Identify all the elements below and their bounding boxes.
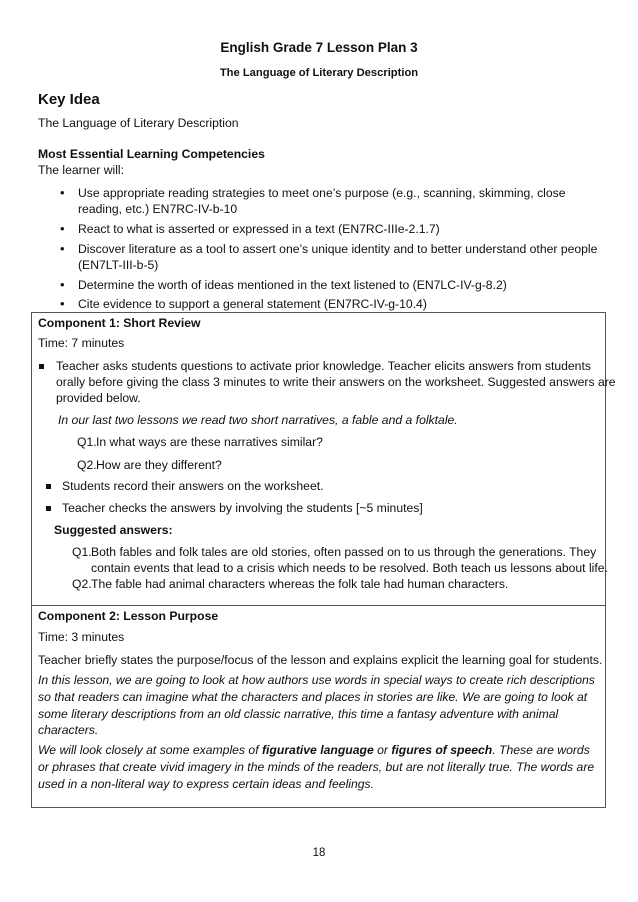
competencies-heading: Most Essential Learning Competencies — [38, 147, 265, 161]
component-1-bullet-1-line-3: provided below. — [56, 391, 141, 405]
square-bullet-icon — [46, 484, 51, 489]
square-bullet-icon — [39, 364, 44, 369]
figurative-language-term: figurative language — [261, 743, 374, 757]
question-2 — [77, 458, 222, 472]
component-1-bullet-2: Students record their answers on the worksheet. — [62, 479, 324, 493]
question-2-text: How are they different? — [96, 458, 222, 472]
component-1-heading: Component 1: Short Review — [38, 316, 201, 330]
component-2-time: Time: 3 minutes — [38, 630, 125, 644]
square-bullet-icon — [46, 506, 51, 511]
component-2-heading: Component 2: Lesson Purpose — [38, 609, 219, 623]
key-idea-text: The Language of Literary Description — [38, 116, 239, 130]
component-1-bullet-3: Teacher checks the answers by involving the students [~5 minutes] — [62, 501, 423, 515]
answer-1-label: Q1. — [72, 545, 92, 559]
page-title: English Grade 7 Lesson Plan 3 — [220, 40, 418, 55]
answer-2-label: Q2. — [72, 577, 92, 591]
page-number: 18 — [312, 847, 326, 859]
paragraph-2-intro: We will look closely at some examples of — [38, 743, 262, 757]
key-idea-heading: Key Idea — [38, 91, 100, 108]
page-subtitle: The Language of Literary Description — [219, 67, 419, 79]
list-item: • Determine the worth of ideas mentioned in the text listened to (EN7LC-IV-g-8.2) — [58, 277, 598, 293]
list-item: • Use appropriate reading strategies to meet one’s purpose (e.g., scanning, skimming, close reading, etc.) EN7RC-IV-b-10 — [58, 185, 598, 217]
component-1-bullet-1-line-2: orally before giving the class 3 minutes to write their answers on the worksheet. Suggested answers are — [56, 375, 616, 389]
lesson-purpose-paragraph-2 — [38, 742, 598, 792]
question-1-text: In what ways are these narratives similar? — [96, 435, 323, 449]
review-prompt: In our last two lessons we read two short narratives, a fable and a folktale. — [58, 413, 458, 427]
component-1-bullet-1-line-1: Teacher asks students questions to activate prior knowledge. Teacher elicits answers from students — [56, 359, 591, 373]
answer-1-line-1: Both fables and folk tales are old stories, often passed on to us through the generations. They — [91, 545, 597, 559]
competencies-intro: The learner will: — [38, 163, 125, 177]
question-1 — [77, 435, 323, 449]
list-item: • Cite evidence to support a general statement (EN7RC-IV-g-10.4) — [58, 296, 598, 312]
component-1-time: Time: 7 minutes — [38, 336, 125, 350]
lesson-purpose-paragraph-1: In this lesson, we are going to look at how authors use words in special ways to create rich descriptions so that readers can imagine what the characters and places in stories are like. We are going to look at some literary descriptions from an old classic narrative, this time a fantasy adventure with animal characters. — [38, 673, 595, 738]
component-2-intro: Teacher briefly states the purpose/focus of the lesson and explains explicit the learning goal for students. — [38, 653, 603, 667]
list-item: • React to what is asserted or expressed in a text (EN7RC-IIIe-2.1.7) — [58, 221, 598, 237]
figures-of-speech-term: figures of speech — [391, 743, 493, 757]
question-1-label: Q1. — [77, 435, 97, 449]
answer-2-text: The fable had animal characters whereas the folk tale had human characters. — [91, 577, 509, 591]
paragraph-2-connector: or — [373, 743, 392, 757]
answer-1-line-2: contain events that lead to a crisis which needs to be resolved. Both teach us lessons about life. — [91, 561, 608, 575]
answer-1 — [72, 545, 596, 559]
question-2-label: Q2. — [77, 458, 97, 472]
answer-2 — [72, 577, 508, 591]
suggested-answers-heading: Suggested answers: — [54, 523, 173, 537]
paragraph-2-rest: . These are words or phrases that create vivid imagery in the minds of the readers, but are not literally true. The words are used in a non-literal way to express certain ideas and feelings. — [38, 743, 595, 791]
competencies-list — [58, 185, 598, 316]
list-item: • Discover literature as a tool to assert one’s unique identity and to better understand other people (EN7LT-III-b-5) — [58, 241, 598, 273]
